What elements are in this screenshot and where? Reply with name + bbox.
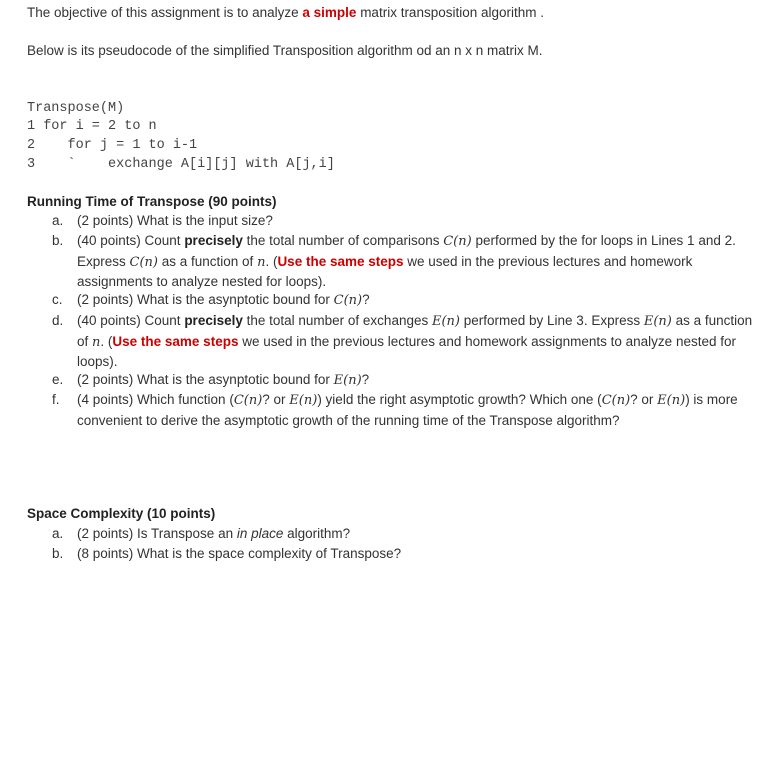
intro-text: The objective of this assignment is to analyze: [27, 5, 303, 20]
question-text: (2 points) What is the asynptotic bound for E(n)?: [77, 372, 370, 388]
question-c: [52, 290, 762, 311]
code-line-3: 3 ` exchange A[i][j] with A[j,i]: [27, 157, 335, 172]
question-label: f.: [52, 392, 60, 407]
question-e: [52, 370, 762, 391]
code-line-2: 2 for j = 1 to i-1: [27, 138, 198, 153]
question-text: (40 points) Count precisely the total number of comparisons C(n) performed by the for loops in Lines 1 and 2. Express C(n) as a function of n. (Use the same steps we used in the previous lectures and homework assignments to analyze nested for loops).: [77, 233, 736, 289]
space-question-a: [52, 524, 762, 544]
question-text: (8 points) What is the space complexity of Transpose?: [77, 546, 402, 561]
question-label: a.: [52, 526, 64, 541]
question-label: b.: [52, 233, 64, 248]
question-text: (40 points) Count precisely the total number of exchanges E(n) performed by Line 3. Express E(n) as a function of n. (Use the same steps we used in the previous lectures and homework assignments to analyze nested for loops).: [77, 313, 753, 369]
question-d: [52, 311, 762, 372]
question-text: (2 points) What is the asynptotic bound for C(n)?: [77, 292, 370, 308]
intro-highlight: a simple: [302, 5, 357, 20]
code-line-0: Transpose(M): [27, 101, 125, 116]
running-time-heading: Running Time of Transpose (90 points): [27, 194, 277, 209]
question-a: [52, 211, 762, 231]
question-label: c.: [52, 292, 63, 307]
space-complexity-heading: Space Complexity (10 points): [27, 506, 216, 521]
question-label: a.: [52, 213, 64, 228]
question-label: e.: [52, 372, 64, 387]
question-text: (2 points) Is Transpose an in place algorithm?: [77, 526, 351, 541]
question-label: b.: [52, 546, 64, 561]
code-line-1: 1 for i = 2 to n: [27, 119, 157, 134]
question-text: (4 points) Which function (C(n)? or E(n)) yield the right asymptotic growth? Which one (C(n)? or E(n)) is more convenient to derive the asymptotic growth of the running time of the Transpose algorithm?: [77, 392, 738, 428]
intro-line-2: Below is its pseudocode of the simplified Transposition algorithm od an n x n matrix M.: [27, 43, 543, 58]
space-question-b: [52, 544, 762, 564]
question-b: [52, 231, 762, 292]
question-f: [52, 390, 762, 430]
intro-line-1: [27, 5, 544, 20]
question-text: (2 points) What is the input size?: [77, 213, 273, 228]
question-label: d.: [52, 313, 64, 328]
intro-text-end: matrix transposition algorithm .: [356, 5, 545, 20]
